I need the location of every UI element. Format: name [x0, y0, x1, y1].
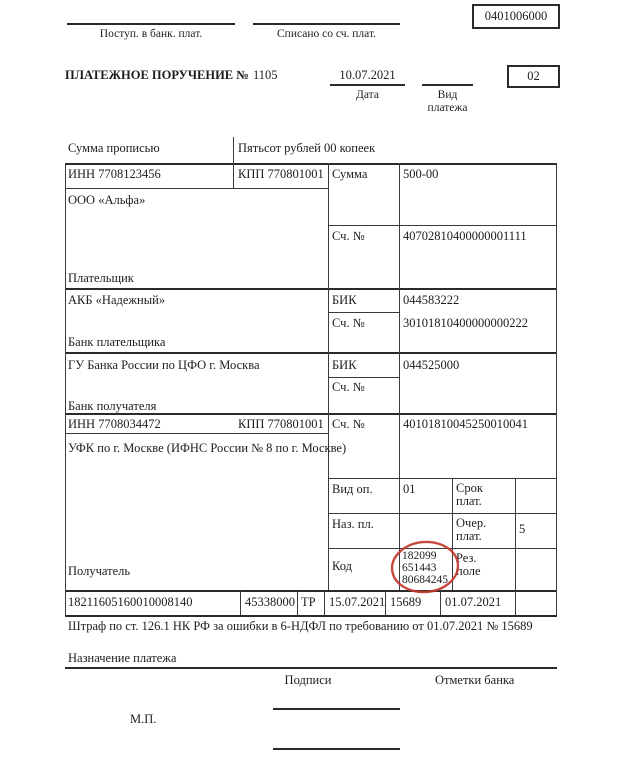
payee-inn: ИНН 7708034472: [68, 417, 161, 431]
table-border: [65, 163, 557, 165]
amount-label: Сумма: [332, 167, 368, 181]
amount-value: 500-00: [403, 167, 439, 181]
payee-bank-name: ГУ Банка России по ЦФО г. Москва: [68, 358, 260, 372]
table-border: [328, 377, 399, 378]
table-border: [65, 667, 557, 669]
payer-bank-account: 30101810400000000222: [403, 316, 528, 330]
code-line: 80684245: [402, 574, 448, 586]
document-number: 1105: [253, 68, 278, 82]
table-border: [233, 137, 234, 188]
received-line: [67, 23, 235, 25]
op-kind-label: Вид оп.: [332, 482, 373, 496]
payment-kind-underline: [422, 84, 473, 86]
payer-section-label: Плательщик: [68, 271, 134, 285]
table-border: [65, 188, 328, 189]
table-border: [515, 478, 516, 590]
debited-line: [253, 23, 400, 25]
payee-bank-bik: 044525000: [403, 358, 460, 372]
priority-value: 5: [519, 522, 526, 536]
payment-purpose-text: Штраф по ст. 126.1 НК РФ за ошибки в 6-НДФЛ по требованию от 01.07.2021 № 15689: [68, 619, 533, 633]
payer-bank-account-label: Сч. №: [332, 316, 365, 330]
table-border: [324, 590, 325, 615]
payee-section-label: Получатель: [68, 564, 131, 578]
payee-bank-section-label: Банк получателя: [68, 399, 157, 413]
received-label: Поступ. в банк. плат.: [99, 28, 203, 40]
signature-line: [273, 748, 400, 750]
tax-doc-number-value: 15689: [390, 595, 422, 609]
payer-bank-section-label: Банк плательщика: [68, 335, 166, 349]
table-border: [65, 288, 557, 290]
reserve-field-label: Рез. поле: [456, 551, 481, 578]
page-title: ПЛАТЕЖНОЕ ПОРУЧЕНИЕ №: [65, 68, 249, 82]
signature-line: [273, 708, 400, 710]
payer-status-box: [507, 65, 560, 88]
form-code: 0401006000: [484, 9, 548, 23]
document-date: 10.07.2021: [339, 68, 396, 82]
payer-bank-bik: 044583222: [403, 293, 460, 307]
tax-doc-date-value: 01.07.2021: [445, 595, 502, 609]
amount-in-words-label: Сумма прописью: [68, 141, 160, 155]
payer-account-label: Сч. №: [332, 229, 365, 243]
priority-label: Очер. плат.: [456, 516, 487, 543]
table-border: [328, 478, 557, 479]
payment-basis-value: ТР: [301, 595, 316, 609]
code-line: 651443: [402, 562, 437, 574]
payment-purpose-label: Назначение платежа: [68, 651, 177, 665]
payee-kpp: КПП 770801001: [238, 417, 324, 431]
table-border: [65, 413, 557, 415]
kbk-value: 18211605160010008140: [68, 595, 193, 609]
table-border: [328, 163, 329, 590]
table-border: [65, 352, 557, 354]
amount-in-words: Пятьсот рублей 00 копеек: [238, 141, 376, 155]
table-border: [399, 163, 400, 590]
table-border: [328, 513, 557, 514]
table-border: [65, 590, 557, 592]
payer-kpp: КПП 770801001: [238, 167, 324, 181]
payee-name: УФК по г. Москве (ИФНС России № 8 по г. Москве): [68, 441, 347, 455]
stamp-label: М.П.: [130, 712, 157, 726]
code-label: Код: [332, 559, 352, 573]
payer-status: 02: [527, 69, 540, 83]
payment-kind-label: Вид платежа: [427, 89, 468, 114]
table-border: [556, 163, 557, 617]
payer-account: 40702810400000001111: [403, 229, 527, 243]
table-border: [65, 433, 328, 434]
payer-name: ООО «Альфа»: [68, 193, 146, 207]
code-line: 182099: [402, 550, 437, 562]
date-underline: [330, 84, 405, 86]
payee-bank-account-label: Сч. №: [332, 380, 365, 394]
payee-account-label: Сч. №: [332, 417, 365, 431]
payer-inn: ИНН 7708123456: [68, 167, 161, 181]
term-label: Срок плат.: [456, 481, 483, 508]
bank-marks-label: Отметки банка: [435, 673, 515, 687]
debited-label: Списано со сч. плат.: [277, 28, 376, 40]
table-border: [515, 590, 516, 615]
table-border: [328, 312, 399, 313]
table-border: [240, 590, 241, 615]
form-code-box: [472, 4, 560, 29]
table-border: [65, 163, 66, 617]
oktmo-value: 45338000: [245, 595, 295, 609]
red-circle-annotation: [388, 538, 462, 596]
payer-bank-name: АКБ «Надежный»: [68, 293, 166, 307]
table-border: [328, 225, 557, 226]
op-kind-value: 01: [403, 482, 416, 496]
payee-bank-bik-label: БИК: [332, 358, 357, 372]
purpose-kind-label: Наз. пл.: [332, 517, 374, 531]
table-border: [297, 590, 298, 615]
date-label: Дата: [356, 89, 379, 101]
table-border: [65, 615, 557, 617]
payee-account: 40101810045250010041: [403, 417, 528, 431]
tax-period-value: 15.07.2021: [329, 595, 386, 609]
payer-bank-bik-label: БИК: [332, 293, 357, 307]
signatures-label: Подписи: [284, 673, 332, 687]
